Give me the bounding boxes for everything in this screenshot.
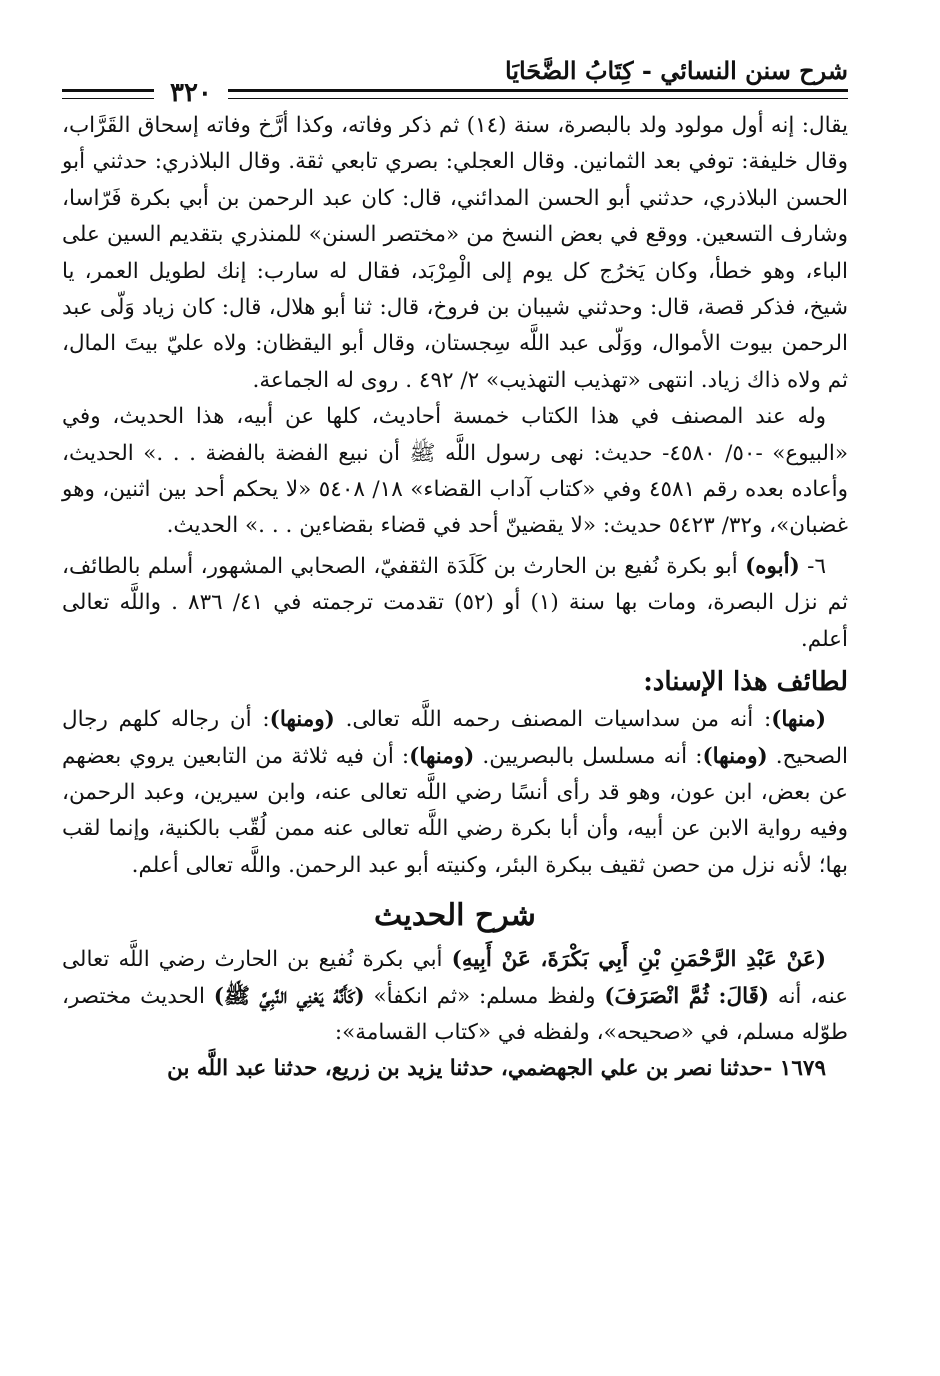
sharh-quote-1: (عَنْ عَبْدِ الرَّحْمَنِ بْنِ أَبِي بَكْرَةَ، عَنْ أَبِيهِ) bbox=[451, 947, 826, 973]
sharh-quote-2: (قَالَ: ثُمَّ انْصَرَفَ) bbox=[604, 983, 770, 1009]
paragraph-lataif bbox=[62, 702, 848, 884]
lataif-text-3: : أنه مسلسل بالبصريين. bbox=[474, 743, 703, 769]
section-heading-lataif: لطائف هذا الإسناد: bbox=[643, 667, 848, 698]
lataif-keyword-4: (ومنها) bbox=[409, 743, 475, 769]
sharh-text-1: أبي بكرة نُفيع بن الحارث رضي اللَّه تعالى عنه، أنه bbox=[62, 947, 849, 1009]
document-page bbox=[62, 48, 848, 1088]
lataif-text-1: : أنه من سداسيات المصنف رحمه اللَّه تعالى. bbox=[334, 707, 772, 733]
page-header bbox=[62, 48, 848, 108]
body-text bbox=[62, 108, 848, 1088]
narrator-number: ٦- bbox=[807, 553, 826, 579]
sharh-quote-3: (كَأَنَّهُ يَعْنِي النَّبِيَّ ﷺ) bbox=[213, 983, 365, 1009]
sharh-text-2: ولفظ مسلم: «ثم انكفأ» bbox=[364, 983, 605, 1009]
page-number: ٣٢٠ bbox=[154, 78, 228, 108]
narrator-text: أبو بكرة نُفيع بن الحارث بن كَلَدَة الثقفيّ، الصحابي المشهور، أسلم بالطائف، ثم نزل البصرة، ومات بها سنة (١) أو (٥٢) تقدمت ترجمته في ٤١/ ٨٣٦ . واللَّه تعالى أعلم. bbox=[62, 553, 848, 652]
paragraph-isnad-1679 bbox=[62, 1051, 848, 1087]
narrator-keyword: (أبوه) bbox=[745, 553, 800, 579]
paragraph-sharh bbox=[62, 942, 848, 1051]
isnad-text: ١٦٧٩ -حدثنا نصر بن علي الجهضمي، حدثنا يزيد بن زريع، حدثنا عبد اللَّه بن bbox=[167, 1056, 826, 1082]
running-title: شرح سنن النسائي - كِتَابُ الضَّحَايَا bbox=[505, 56, 848, 85]
lataif-text-4: : أن فيه ثلاثة من التابعين يروي بعضهم عن بعض، ابن عون، وهو قد رأى أنسًا رضي اللَّه تعالى عنه، وابن سيرين، وعبد الرحمن، وفيه رواية الابن عن أبيه، وأن أبا بكرة رضي اللَّه تعالى عنه ممن لُقّب بالكنية، وإنما لقب بها؛ لأنه نزل من حصن ثقيف ببكرة البئر، وكنيته أبو عبد الرحمن. واللَّه تعالى أعلم. bbox=[62, 743, 848, 878]
sharh-text-3: الحديث مختصر، طوّله مسلم، في «صحيحه»، ولفظه في «كتاب القسامة»: bbox=[62, 983, 848, 1045]
lataif-keyword-3: (ومنها) bbox=[702, 743, 768, 769]
paragraph-hadith-count: وله عند المصنف في هذا الكتاب خمسة أحاديث، كلها عن أبيه، هذا الحديث، وفي «البيوع» -٥٠/ ٤٥٨٠- حديث: نهى رسول اللَّه ﷺ أن نبيع الفضة بالفضة . . .» الحديث، وأعاده بعده رقم ٤٥٨١ وفي «كتاب آداب القضاء» ١٨/ ٥٤٠٨ «لا يحكم أحد بين اثنين، وهو غضبان»، و٣٢/ ٥٤٢٣ حديث: «لا يقضينّ أحد في قضاء بقضاءين . . .» الحديث. bbox=[62, 404, 849, 539]
lataif-keyword-1: (منها) bbox=[771, 707, 826, 733]
section-heading-sharh: شرح الحديث bbox=[374, 898, 536, 934]
paragraph-narrator-6 bbox=[62, 549, 848, 658]
paragraph-biography: يقال: إنه أول مولود ولد بالبصرة، سنة (١٤) ثم ذكر وفاته، وكذا أرَّخ وفاته إسحاق القَرَّاب، وقال خليفة: توفي بعد الثمانين. وقال العجلي: بصري تابعي ثقة. وقال البلاذري: حدثني أبو الحسن البلاذري، حدثني أبو الحسن المدائني، قال: كان عبد الرحمن بن أبي بكرة فَرّاسا، وشارف التسعين. ووقع في بعض النسخ من «مختصر السنن» للمنذري بتقديم السين على الباء، وهو خطأ، وكان يَخرُج كل يوم إلى الْمِرْبَد، فقال له سارب: إنك لطويل العمر، يا شيخ، فذكر قصة، قال: وحدثني شيبان بن فروخ، قال: ثنا أبو هلال، قال: كان زياد وَلّى عبد الرحمن بيوت الأموال، ووَلّى عبد اللَّه سِجستان، وقال أبو اليقظان: ولاه عليّ بيتَ المال، ثم ولاه ذاك زياد. انتهى «تهذيب التهذيب» ٢/ ٤٩٢ . روى له الجماعة. bbox=[62, 113, 848, 393]
lataif-text-2: : أن رجاله كلهم رجال الصحيح. bbox=[62, 707, 848, 769]
lataif-keyword-2: (ومنها) bbox=[269, 707, 335, 733]
